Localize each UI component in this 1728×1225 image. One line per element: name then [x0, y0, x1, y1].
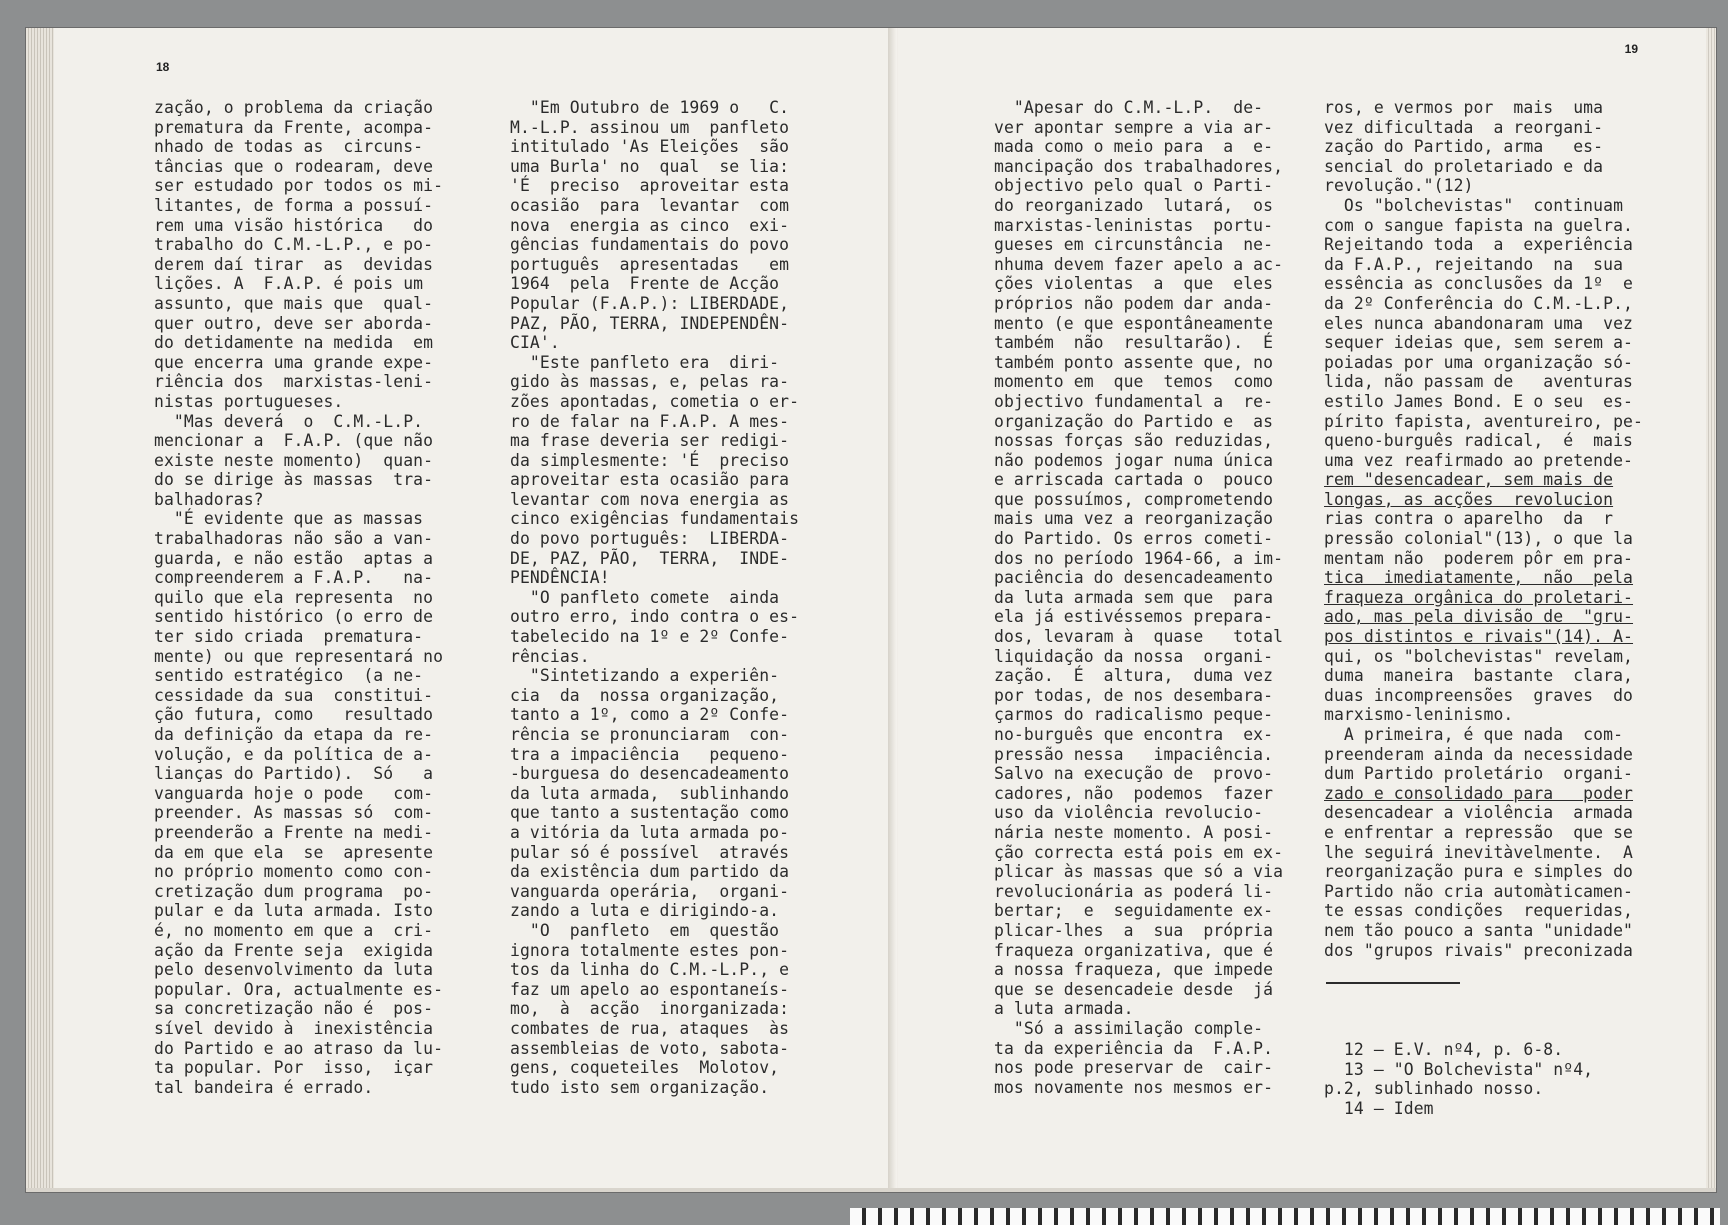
- text-line: fraqueza orgânica do proletari-: [1324, 587, 1634, 607]
- text-line: ta da experiência da F.A.P.: [994, 1038, 1274, 1058]
- text-line: essência as conclusões da 1º e: [1324, 274, 1634, 294]
- text-line: ma frase deveria ser redigi-: [510, 431, 790, 451]
- text-line: pelo desenvolvimento da luta: [154, 960, 434, 980]
- text-line: ção correcta está pois em ex-: [994, 842, 1284, 862]
- text-line: uma vez reafirmado ao pretende-: [1324, 450, 1634, 470]
- text-line: ignora totalmente estes pon-: [510, 940, 790, 960]
- text-line: ela já estivéssemos prepara-: [994, 607, 1274, 627]
- text-line: não podemos jogar numa única: [994, 450, 1274, 470]
- left-page-column-1: [154, 98, 443, 1097]
- text-line: M.-L.P. assinou um panfleto: [510, 117, 790, 137]
- text-line: marxistas-leninistas portu-: [994, 215, 1274, 235]
- text-line: mais uma vez a reorganização: [994, 509, 1274, 529]
- text-line: nova energia as cinco exi-: [510, 215, 790, 235]
- text-line: no-burguês que encontra ex-: [994, 725, 1274, 744]
- text-line: reorganização pura e simples do: [1324, 862, 1634, 882]
- text-line: faz um apelo ao espontaneís-: [510, 979, 790, 999]
- text-line: existe neste momento) quan-: [154, 450, 434, 470]
- text-line: dos "grupos rivais" preconizada: [1324, 940, 1634, 960]
- text-line: do povo português: LIBERDA-: [510, 529, 790, 549]
- text-line: lhe seguirá inevitàvelmente. A: [1324, 842, 1634, 862]
- text-line: cinco exigências fundamentais: [510, 509, 800, 529]
- text-line: que encerra uma grande expe-: [154, 352, 434, 372]
- text-line: prematura da Frente, acompa-: [154, 117, 434, 137]
- text-line: vez dificultada a reorgani-: [1324, 117, 1604, 137]
- text-line: Popular (F.A.P.): LIBERDADE,: [510, 293, 790, 313]
- text-line: ocasião para levantar com: [510, 195, 790, 215]
- text-line: "É evidente que as massas: [154, 509, 424, 529]
- footnote-line: p.2, sublinhado nosso.: [1324, 1079, 1544, 1099]
- text-line: tica imediatamente, não pela: [1324, 568, 1634, 588]
- text-line: "Sintetizando a experiên-: [510, 666, 780, 686]
- text-line: próprios não podem dar anda-: [994, 293, 1274, 313]
- text-line: DE, PAZ, PÃO, TERRA, INDE-: [510, 548, 790, 568]
- text-line: mentam não poderem pôr em pra-: [1324, 548, 1634, 568]
- text-line: que tanto a sustentação como: [510, 803, 790, 823]
- scale-ruler: [850, 1208, 1720, 1225]
- text-line: da definição da etapa da re-: [154, 725, 434, 744]
- text-line: mento (e que espontâneamente: [994, 313, 1274, 333]
- text-line: eles nunca abandonaram uma vez: [1324, 313, 1634, 333]
- text-line: tanto a 1º, como a 2º Confe-: [510, 705, 790, 725]
- text-line: Rejeitando toda a experiência: [1324, 235, 1634, 255]
- text-line: ter sido criada prematura-: [154, 627, 424, 647]
- text-line: uso da violência revolucio-: [994, 803, 1264, 823]
- text-line: da F.A.P., rejeitando na sua: [1324, 254, 1624, 274]
- text-line: aproveitar esta ocasião para: [510, 470, 790, 490]
- text-line: que possuímos, comprometendo: [994, 489, 1274, 509]
- text-line: zões apontadas, cometia o er-: [510, 391, 800, 411]
- text-line: nem tão pouco a santa "unidade": [1324, 920, 1634, 940]
- text-line: -burguesa do desencadeamento: [510, 764, 790, 784]
- text-line: pírito fapista, aventureiro, pe-: [1324, 411, 1643, 431]
- text-line: gido às massas, e, pelas ra-: [510, 372, 790, 392]
- text-line: nária neste momento. A posi-: [994, 822, 1274, 842]
- text-line: ta popular. Por isso, içar: [154, 1058, 434, 1078]
- page-number-left: 18: [156, 60, 170, 74]
- text-line: rem uma visão histórica do: [154, 215, 434, 235]
- text-line: poiadas por uma organização só-: [1324, 352, 1634, 372]
- text-line: Os "bolchevistas" continuam: [1324, 195, 1624, 215]
- text-line: sa concretização não é pos-: [154, 999, 434, 1019]
- text-line: ser estudado por todos os mi-: [154, 176, 444, 196]
- text-line: organização do Partido e as: [994, 411, 1274, 431]
- text-line: sentido estratégico (a ne-: [154, 666, 424, 686]
- open-book: [26, 28, 1716, 1192]
- text-line: volução, e da política de a-: [154, 744, 434, 764]
- text-line: longas, as acções revolucion: [1324, 489, 1614, 509]
- text-line: CIA'.: [510, 333, 560, 353]
- text-line: a vitória da luta armada po-: [510, 822, 790, 842]
- text-line: do se dirige às massas tra-: [154, 470, 434, 490]
- text-line: pular e da luta armada. Isto: [154, 901, 434, 921]
- text-line: tos da linha do C.M.-L.P., e: [510, 960, 790, 980]
- text-line: duas incompreensões graves do: [1324, 685, 1634, 705]
- text-line: uma Burla' no qual se lia:: [510, 156, 790, 176]
- text-line: pressão colonial"(13), o que la: [1324, 529, 1634, 549]
- text-line: zação. É altura, duma vez: [994, 666, 1274, 686]
- text-line: que se desencadeie desde já: [994, 979, 1274, 999]
- text-line: preender. As massas só com-: [154, 803, 434, 823]
- text-line: pressão nessa impaciência.: [994, 744, 1274, 764]
- text-line: lianças do Partido). Só a: [154, 764, 434, 784]
- text-line: revolucionária as poderá li-: [994, 881, 1274, 901]
- text-line: do Partido e ao atraso da lu-: [154, 1038, 444, 1058]
- text-line: rências.: [510, 646, 590, 666]
- text-line: intitulado 'As Eleições são: [510, 137, 790, 157]
- text-line: e enfrentar a repressão que se: [1324, 822, 1634, 842]
- text-line: sível devido à inexistência: [154, 1018, 434, 1038]
- page-stack-left: [26, 28, 54, 1188]
- text-line: do reorganizado lutará, os: [994, 195, 1274, 215]
- text-line: tal bandeira é errado.: [154, 1077, 374, 1097]
- text-line: preenderão a Frente na medi-: [154, 822, 434, 842]
- text-line: 1964 pela Frente de Acção: [510, 274, 780, 294]
- text-line: tudo isto sem organização.: [510, 1077, 770, 1097]
- right-page-column-2: [1324, 98, 1643, 960]
- page-number-right: 19: [1624, 42, 1638, 56]
- text-line: cessidade da sua constitui-: [154, 685, 434, 705]
- text-line: desencadear a violência armada: [1324, 803, 1634, 823]
- text-line: objectivo fundamental a re-: [994, 391, 1274, 411]
- text-line: gências fundamentais do povo: [510, 235, 790, 255]
- text-line: 'É preciso aproveitar esta: [510, 176, 790, 196]
- text-line: é, no momento em que a cri-: [154, 920, 434, 940]
- text-line: "Mas deverá o C.M.-L.P.: [154, 411, 424, 431]
- text-line: tabelecido na 1º e 2º Confe-: [510, 627, 790, 647]
- text-line: assunto, que mais que qual-: [154, 293, 434, 313]
- text-line: da luta armada, sublinhando: [510, 783, 790, 803]
- text-line: nhuma devem fazer apelo a ac-: [994, 254, 1284, 274]
- text-line: nossas forças são reduzidas,: [994, 431, 1274, 451]
- text-line: queno-burguês radical, é mais: [1324, 431, 1634, 451]
- text-line: guarda, e não estão aptas a: [154, 548, 434, 568]
- text-line: vanguarda hoje o pode com-: [154, 783, 434, 803]
- text-line: a luta armada.: [994, 999, 1134, 1019]
- text-line: tâncias que o rodearam, deve: [154, 156, 434, 176]
- text-line: com o sangue fapista na guelra.: [1324, 215, 1634, 235]
- text-line: nistas portugueses.: [154, 391, 344, 411]
- text-line: sencial do proletariado e da: [1324, 156, 1604, 176]
- text-line: assembleias de voto, sabota-: [510, 1038, 790, 1058]
- text-line: ver apontar sempre a via ar-: [994, 117, 1274, 137]
- text-line: ado, mas pela divisão de "gru-: [1324, 607, 1634, 627]
- text-line: estilo James Bond. E o seu es-: [1324, 391, 1634, 411]
- text-line: PENDÊNCIA!: [510, 568, 610, 588]
- footnote-line: 12 — E.V. nº4, p. 6-8.: [1324, 1040, 1564, 1059]
- text-line: da em que ela se apresente: [154, 842, 434, 862]
- text-line: nos pode preservar de cair-: [994, 1058, 1274, 1078]
- text-line: gueses em circunstância ne-: [994, 235, 1274, 255]
- text-line: do Partido. Os erros cometi-: [994, 529, 1274, 549]
- text-line: derem daí tirar as devidas: [154, 254, 434, 274]
- text-line: tra a impaciência pequeno-: [510, 744, 790, 764]
- text-line: A primeira, é que nada com-: [1324, 725, 1624, 744]
- text-line: zação, o problema da criação: [154, 98, 434, 117]
- text-line: pos distintos e rivais"(14). A-: [1324, 627, 1634, 647]
- text-line: rias contra o aparelho da r: [1324, 509, 1614, 529]
- right-page-column-1: [994, 98, 1283, 1097]
- footnote-rule: [1326, 982, 1460, 984]
- text-line: dos no período 1964-66, a im-: [994, 548, 1284, 568]
- text-line: mente) ou que representará no: [154, 646, 444, 666]
- footnotes: [1324, 1040, 1593, 1118]
- text-line: quer outro, deve ser aborda-: [154, 313, 434, 333]
- text-line: objectivo pelo qual o Parti-: [994, 176, 1274, 196]
- text-line: cia da nossa organização,: [510, 685, 780, 705]
- text-line: português apresentadas em: [510, 254, 790, 274]
- text-line: dum Partido proletário organi-: [1324, 764, 1634, 784]
- text-line: gens, coqueteiles Molotov,: [510, 1058, 780, 1078]
- text-line: "O panfleto comete ainda: [510, 587, 780, 607]
- text-line: plicar às massas que só a via: [994, 862, 1284, 882]
- text-line: "Só a assimilação comple-: [994, 1018, 1264, 1038]
- text-line: da existência dum partido da: [510, 862, 790, 882]
- text-line: e arriscada cartada o pouco: [994, 470, 1274, 490]
- text-line: rência se pronunciaram con-: [510, 725, 790, 744]
- text-line: mancipação dos trabalhadores,: [994, 156, 1284, 176]
- text-line: duma maneira bastante clara,: [1324, 666, 1634, 686]
- text-line: zando a luta e dirigindo-a.: [510, 901, 780, 921]
- text-line: riência dos marxistas-leni-: [154, 372, 434, 392]
- text-line: lições. A F.A.P. é pois um: [154, 274, 424, 294]
- text-line: qui, os "bolchevistas" revelam,: [1324, 646, 1634, 666]
- text-line: também não resultarão). É: [994, 333, 1274, 353]
- text-line: fraqueza organizativa, que é: [994, 940, 1274, 960]
- text-line: trabalhadoras não são a van-: [154, 529, 434, 549]
- text-line: ro de falar na F.A.P. A mes-: [510, 411, 790, 431]
- text-line: pular só é possível através: [510, 842, 790, 862]
- text-line: popular. Ora, actualmente es-: [154, 979, 444, 999]
- text-line: cretização dum programa po-: [154, 881, 434, 901]
- text-line: te essas condições requeridas,: [1324, 901, 1634, 921]
- text-line: compreenderem a F.A.P. na-: [154, 568, 434, 588]
- text-line: mos novamente nos mesmos er-: [994, 1077, 1274, 1097]
- text-line: da luta armada sem que para: [994, 587, 1274, 607]
- text-line: no próprio momento como con-: [154, 862, 434, 882]
- footnote-line: 14 — Idem: [1324, 1098, 1434, 1118]
- text-line: zado e consolidado para poder: [1324, 783, 1634, 803]
- text-line: Partido não cria automàticamen-: [1324, 881, 1634, 901]
- text-line: quilo que ela representa no: [154, 587, 434, 607]
- text-line: combates de rua, ataques às: [510, 1018, 790, 1038]
- text-line: da 2º Conferência do C.M.-L.P.,: [1324, 293, 1634, 313]
- text-line: revolução."(12): [1324, 176, 1474, 196]
- text-line: do detidamente na medida em: [154, 333, 434, 353]
- page-stack-right: [1706, 28, 1716, 1188]
- text-line: "Apesar do C.M.-L.P. de-: [994, 98, 1264, 117]
- text-line: por todas, de nos desembara-: [994, 685, 1274, 705]
- text-line: momento em que temos como: [994, 372, 1274, 392]
- text-line: ções violentas a que eles: [994, 274, 1274, 294]
- text-line: levantar com nova energia as: [510, 489, 790, 509]
- text-line: outro erro, indo contra o es-: [510, 607, 800, 627]
- text-line: ção futura, como resultado: [154, 705, 434, 725]
- text-line: rem "desencadear, sem mais de: [1324, 470, 1614, 490]
- text-line: paciência do desencadeamento: [994, 568, 1274, 588]
- text-line: ros, e vermos por mais uma: [1324, 98, 1604, 117]
- text-line: liquidação da nossa organi-: [994, 646, 1274, 666]
- text-line: marxismo-leninismo.: [1324, 705, 1514, 725]
- text-line: mencionar a F.A.P. (que não: [154, 431, 434, 451]
- text-line: da simplesmente: 'É preciso: [510, 450, 790, 470]
- text-line: çarmos do radicalismo peque-: [994, 705, 1274, 725]
- text-line: litantes, de forma a possuí-: [154, 195, 434, 215]
- left-page-column-2: [510, 98, 799, 1097]
- left-page: [54, 28, 895, 1188]
- text-line: "Este panfleto era diri-: [510, 352, 780, 372]
- footnote-line: 13 — "O Bolchevista" nº4,: [1324, 1059, 1594, 1079]
- text-line: também ponto assente que, no: [994, 352, 1274, 372]
- text-line: Salvo na execução de provo-: [994, 764, 1274, 784]
- text-line: preenderam ainda da necessidade: [1324, 744, 1634, 764]
- text-line: trabalho do C.M.-L.P., e po-: [154, 235, 434, 255]
- text-line: balhadoras?: [154, 489, 264, 509]
- text-line: zação do Partido, arma es-: [1324, 137, 1604, 157]
- text-line: cadores, não podemos fazer: [994, 783, 1274, 803]
- text-line: "Em Outubro de 1969 o C.: [510, 98, 790, 117]
- text-line: vanguarda operária, organi-: [510, 881, 790, 901]
- right-page: [898, 28, 1708, 1188]
- text-line: plicar-lhes a sua própria: [994, 920, 1274, 940]
- text-line: mo, à acção inorganizada:: [510, 999, 790, 1019]
- text-line: a nossa fraqueza, que impede: [994, 960, 1274, 980]
- text-line: sequer ideias que, sem serem a-: [1324, 333, 1634, 353]
- text-line: bertar; e seguidamente ex-: [994, 901, 1274, 921]
- text-line: mada como o meio para a e-: [994, 137, 1274, 157]
- text-line: "O panfleto em questão: [510, 920, 780, 940]
- text-line: lida, não passam de aventuras: [1324, 372, 1634, 392]
- text-line: ação da Frente seja exigida: [154, 940, 434, 960]
- text-line: sentido histórico (o erro de: [154, 607, 434, 627]
- text-line: nhado de todas as circuns-: [154, 137, 424, 157]
- text-line: dos, levaram à quase total: [994, 627, 1284, 647]
- text-line: PAZ, PÃO, TERRA, INDEPENDÊN-: [510, 313, 790, 333]
